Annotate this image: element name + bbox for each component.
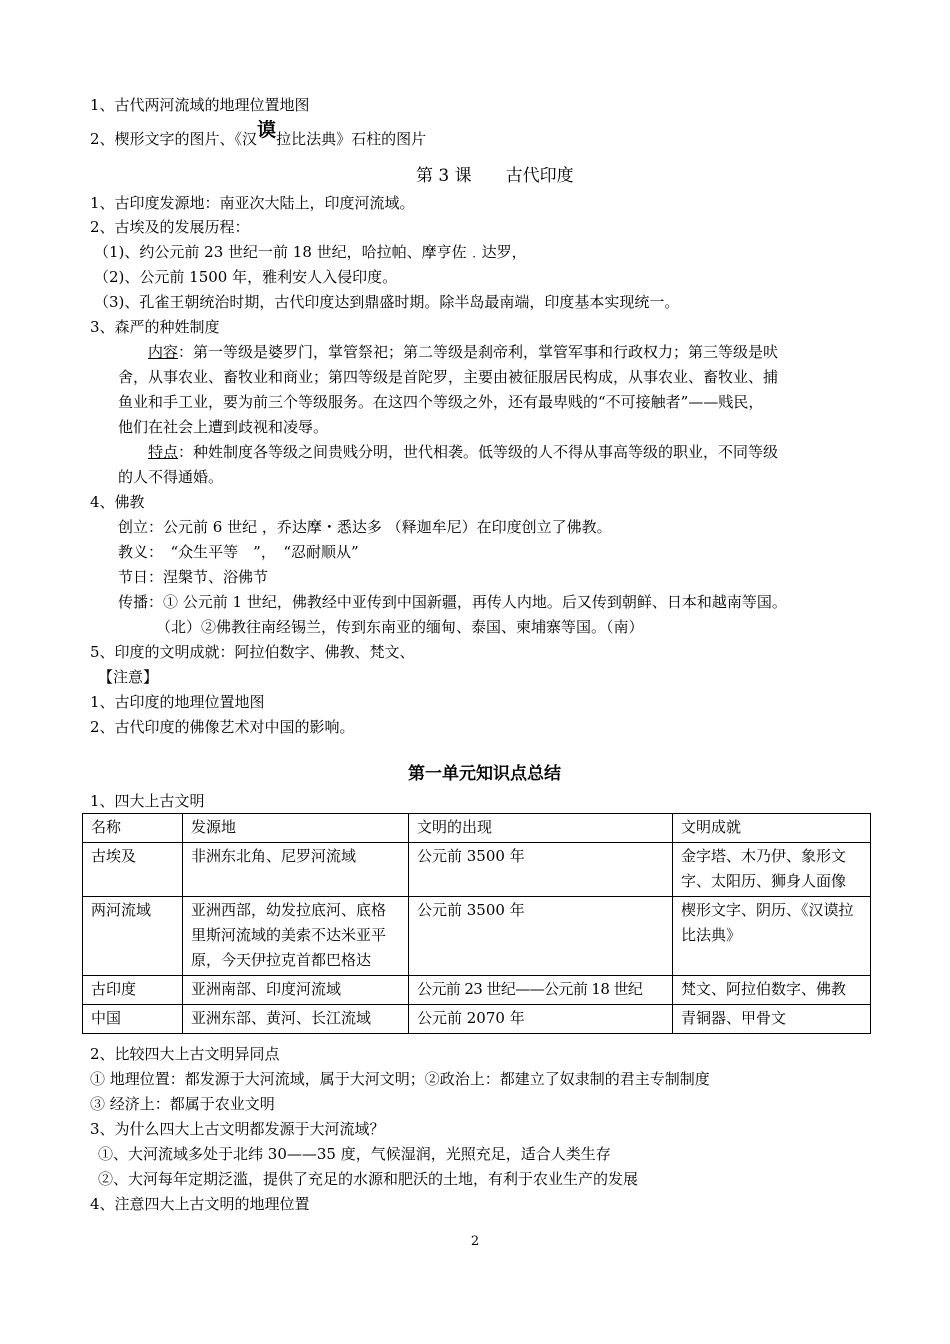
caste-feature-text-1: ：种姓制度各等级之间贵贱分明，世代相袭。低等级的人不得从事高等级的职业，不同等级 bbox=[178, 443, 779, 461]
caste-content-line-4: 他们在社会上遭到歧视和凌辱。 bbox=[118, 418, 329, 436]
table-header-cell: 发源地 bbox=[183, 814, 409, 843]
table-cell: 亚洲东部、黄河、长江流域 bbox=[183, 1005, 409, 1034]
table-header-cell: 文明的出现 bbox=[409, 814, 673, 843]
top-item-1: 1、古代两河流域的地理位置地图 bbox=[90, 96, 310, 114]
table-cell: 两河流域 bbox=[83, 897, 183, 976]
unit-section-2-line-2: ③ 经济上：都属于农业文明 bbox=[90, 1095, 275, 1113]
top-item-2-a: 2、楔形文字的图片、《汉 bbox=[90, 130, 258, 148]
unit-summary-title: 第一单元知识点总结 bbox=[408, 764, 561, 784]
buddhism-festivals: 节日：涅槃节、浴佛节 bbox=[118, 568, 269, 586]
table-cell: 公元前 3500 年 bbox=[409, 897, 673, 976]
civilizations-table bbox=[82, 813, 871, 1034]
table-cell: 青铜器、甲骨文 bbox=[673, 1005, 871, 1034]
table-cell: 古埃及 bbox=[83, 843, 183, 897]
table-row bbox=[83, 897, 871, 976]
caste-content-label: 内容 bbox=[148, 343, 179, 361]
table-cell: 中国 bbox=[83, 1005, 183, 1034]
table-cell: 金字塔、木乃伊、象形文字、太阳历、狮身人面像 bbox=[673, 843, 871, 897]
buddhism-spread-1: 传播：① 公元前 1 世纪，佛教经中亚传到中国新疆，再传人内地。后又传到朝鲜、日本和越南等国。 bbox=[118, 593, 787, 611]
table-cell: 楔形文字、阴历、《汉谟拉比法典》 bbox=[673, 897, 871, 976]
unit-section-3-line-1: ①、大河流域多处于北纬 30——35 度，气候湿润，光照充足，适合人类生存 bbox=[98, 1145, 611, 1163]
note-item-2: 2、古代印度的佛像艺术对中国的影响。 bbox=[90, 718, 355, 736]
top-item-2-big-char: 谟 bbox=[257, 119, 277, 141]
lesson-p2-1: （1)、约公元前 23 世纪一前 18 世纪，哈拉帕、摩亨佐﹒达罗， bbox=[94, 243, 527, 261]
table-row bbox=[83, 1005, 871, 1034]
table-cell: 亚洲西部，幼发拉底河、底格里斯河流域的美索不达米亚平原，今天伊拉克首都巴格达 bbox=[183, 897, 409, 976]
table-header-cell: 文明成就 bbox=[673, 814, 871, 843]
caste-feature-line-2: 的人不得通婚。 bbox=[118, 468, 224, 486]
unit-section-4: 4、注意四大上古文明的地理位置 bbox=[90, 1195, 310, 1213]
note-heading: 【注意】 bbox=[98, 668, 159, 686]
lesson-title: 第 3 课 古代印度 bbox=[416, 166, 574, 186]
lesson-p5: 5、印度的文明成就：阿拉伯数字、佛教、梵文、 bbox=[90, 643, 415, 661]
table-header-row bbox=[83, 814, 871, 843]
caste-content-line-3: 鱼业和手工业，要为前三个等级服务。在这四个等级之外，还有最卑贱的“不可接触者”——贱民， bbox=[118, 393, 764, 411]
lesson-p2-3: （3)、孔雀王朝统治时期，古代印度达到鼎盛时期。除半岛最南端，印度基本实现统一。 bbox=[94, 293, 680, 311]
caste-content-text-1: ：第一等级是婆罗门，掌管祭祀；第二等级是刹帝利，掌管军事和行政权力；第三等级是吠 bbox=[178, 343, 779, 361]
buddhism-founding: 创立：公元前 6 世纪 ，乔达摩・悉达多 （释迦牟尼）在印度创立了佛教。 bbox=[118, 518, 612, 536]
lesson-p2: 2、古埃及的发展历程： bbox=[90, 218, 250, 236]
table-row bbox=[83, 843, 871, 897]
unit-section-3-line-2: ②、大河每年定期泛滥，提供了充足的水源和肥沃的土地，有利于农业生产的发展 bbox=[98, 1170, 639, 1188]
top-item-2-b: 拉比法典》石柱的图片 bbox=[276, 130, 427, 148]
table-cell: 公元前 2070 年 bbox=[409, 1005, 673, 1034]
table-cell: 亚洲南部、印度河流域 bbox=[183, 976, 409, 1005]
lesson-p1: 1、古印度发源地：南亚次大陆上，印度河流域。 bbox=[90, 194, 415, 212]
lesson-p2-2: （2)、公元前 1500 年，雅利安人入侵印度。 bbox=[94, 268, 398, 286]
unit-section-1: 1、四大上古文明 bbox=[90, 792, 205, 810]
caste-feature-line-1 bbox=[148, 442, 778, 462]
table-cell: 公元前 3500 年 bbox=[409, 843, 673, 897]
note-item-1: 1、古印度的地理位置地图 bbox=[90, 693, 265, 711]
unit-section-2: 2、比较四大上古文明异同点 bbox=[90, 1045, 280, 1063]
caste-content-line-1 bbox=[148, 342, 778, 362]
caste-content-line-2: 舍，从事农业、畜牧业和商业；第四等级是首陀罗，主要由被征服居民构成，从事农业、畜牧业、捕 bbox=[118, 368, 779, 386]
buddhism-spread-2: （北）②佛教往南经锡兰，传到东南亚的缅甸、泰国、柬埔寨等国。（南） bbox=[156, 618, 644, 636]
top-item-2 bbox=[90, 119, 427, 149]
table-cell: 梵文、阿拉伯数字、佛教 bbox=[673, 976, 871, 1005]
buddhism-doctrine: 教义： “众生平等 ”， “忍耐顺从” bbox=[118, 543, 359, 561]
page-number: 2 bbox=[470, 1234, 480, 1249]
unit-section-3: 3、为什么四大上古文明都发源于大河流域？ bbox=[90, 1120, 385, 1138]
lesson-p4: 4、佛教 bbox=[90, 493, 145, 511]
table-cell: 非洲东北角、尼罗河流域 bbox=[183, 843, 409, 897]
table-header-cell: 名称 bbox=[83, 814, 183, 843]
table-row bbox=[83, 976, 871, 1005]
table-cell: 古印度 bbox=[83, 976, 183, 1005]
lesson-p3: 3、森严的种姓制度 bbox=[90, 318, 220, 336]
unit-section-2-line-1: ① 地理位置：都发源于大河流域，属于大河文明；②政治上：都建立了奴隶制的君主专制制度 bbox=[90, 1070, 710, 1088]
caste-feature-label: 特点 bbox=[148, 443, 179, 461]
table-cell: 公元前 23 世纪——公元前 18 世纪 bbox=[409, 976, 673, 1005]
